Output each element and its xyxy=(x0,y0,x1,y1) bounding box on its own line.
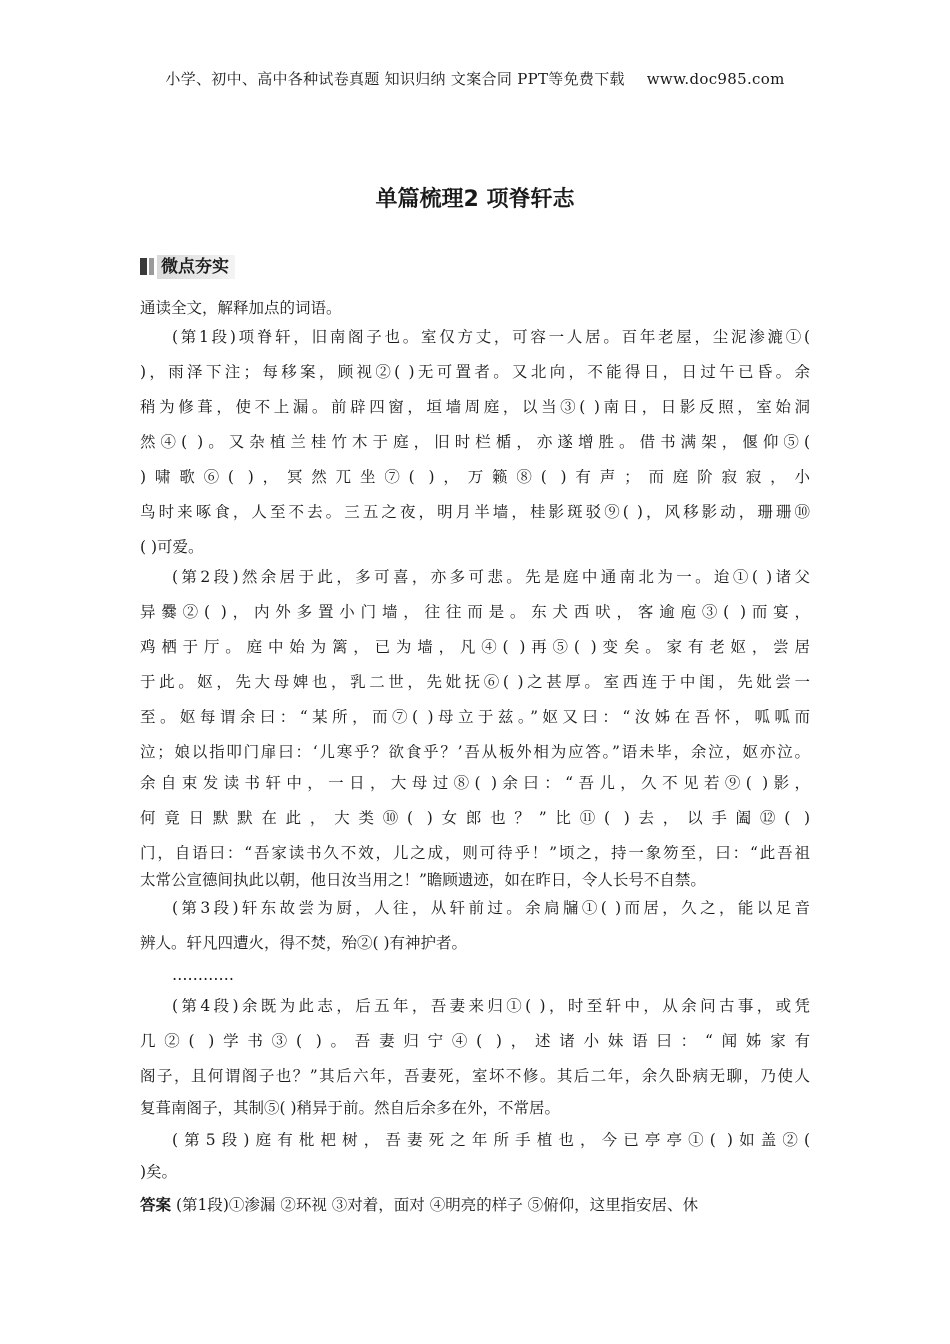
text-line: 泣；娘以指叩门扉曰：‘儿寒乎？欲食乎？’吾从板外相为应答。”语未毕，余泣，妪亦泣。 xyxy=(140,743,810,761)
text-line: 于此。妪，先大母婢也，乳二世，先妣抚⑥( )之甚厚。室西连于中闺，先妣尝一 xyxy=(140,673,810,691)
page-title: 单篇梳理2 项脊轩志 xyxy=(375,187,575,212)
text-line: 通读全文，解释加点的词语。 xyxy=(140,299,342,317)
text-line: ………… xyxy=(172,966,234,984)
header-site[interactable]: www.doc985.com xyxy=(646,70,785,88)
text-line: 太常公宣德间执此以朝，他日汝当用之！”瞻顾遗迹，如在昨日，令人长号不自禁。 xyxy=(140,871,706,889)
text-line: )矣。 xyxy=(140,1163,178,1181)
answer-line xyxy=(140,1194,810,1216)
text-line: 然④( )。又杂植兰桂竹木于庭，旧时栏楯，亦遂增胜。借书满架，偃仰⑤( xyxy=(140,433,810,451)
text-line: (第4段)余既为此志，后五年，吾妻来归①( )，时至轩中，从余问古事，或凭 xyxy=(172,997,810,1015)
text-line: 余自束发读书轩中，一日，大母过⑧( )余曰：“吾儿，久不见若⑨( )影， xyxy=(140,774,810,792)
text-line: (第3段)轩东故尝为厨，人往，从轩前过。余扃牖①( )而居，久之，能以足音 xyxy=(172,899,810,917)
text-line: 鸡栖于厅。庭中始为篱，已为墙，凡④( )再⑤( )变矣。家有老妪，尝居 xyxy=(140,638,810,656)
text-line: )，雨泽下注；每移案，顾视②( )无可置者。又北向，不能得日，日过午已昏。余 xyxy=(140,363,810,381)
text-line: 至。妪每谓余曰：“某所，而⑦( )母立于兹。”妪又曰：“汝姊在吾怀，呱呱而 xyxy=(140,708,810,726)
header-text: 小学、初中、高中各种试卷真题 知识归纳 文案合同 PPT等免费下载 xyxy=(165,70,625,88)
text-line: )啸歌⑥( )，冥然兀坐⑦( )，万籁⑧( )有声；而庭阶寂寂，小 xyxy=(140,468,810,486)
text-line: 几②( )学书③( )。吾妻归宁④( )，述诸小妹语曰：“闻姊家有 xyxy=(140,1032,810,1050)
section-label: 微点夯实 xyxy=(157,255,235,279)
answer-text: (第1段)①渗漏 ②环视 ③对着，面对 ④明亮的样子 ⑤俯仰，这里指安居、休 xyxy=(175,1196,699,1214)
text-line: 门，自语曰：“吾家读书久不效，儿之成，则可待乎！”顷之，持一象笏至，曰：“此吾祖 xyxy=(140,844,810,862)
text-line: 异爨②( )，内外多置小门墙，往往而是。东犬西吠，客逾庖③( )而宴， xyxy=(140,603,810,621)
text-line: 复葺南阁子，其制⑤( )稍异于前。然自后余多在外，不常居。 xyxy=(140,1099,561,1117)
text-line: (第5段)庭有枇杷树，吾妻死之年所手植也，今已亭亭①( )如盖②( xyxy=(172,1131,810,1149)
text-line: 稍为修葺，使不上漏。前辟四窗，垣墙周庭，以当③( )南日，日影反照，室始洞 xyxy=(140,398,810,416)
text-line: (第2段)然余居于此，多可喜，亦多可悲。先是庭中通南北为一。迨①( )诸父 xyxy=(172,568,810,586)
text-line: 鸟时来啄食，人至不去。三五之夜，明月半墙，桂影斑驳⑨( )，风移影动，珊珊⑩ xyxy=(140,503,810,521)
text-line: ( )可爱。 xyxy=(140,538,204,556)
answer-label: 答案 xyxy=(140,1196,172,1214)
text-line: 何竟日默默在此，大类⑩( )女郎也？”比⑪( )去，以手阖⑫( ) xyxy=(140,809,810,827)
text-line: (第1段)项脊轩，旧南阁子也。室仅方丈，可容一人居。百年老屋，尘泥渗漉①( xyxy=(172,328,810,346)
text-line: 阁子，且何谓阁子也？”其后六年，吾妻死，室坏不修。其后二年，余久卧病无聊，乃使人 xyxy=(140,1067,810,1085)
text-line: 辨人。轩凡四遭火，得不焚，殆②( )有神护者。 xyxy=(140,934,468,952)
